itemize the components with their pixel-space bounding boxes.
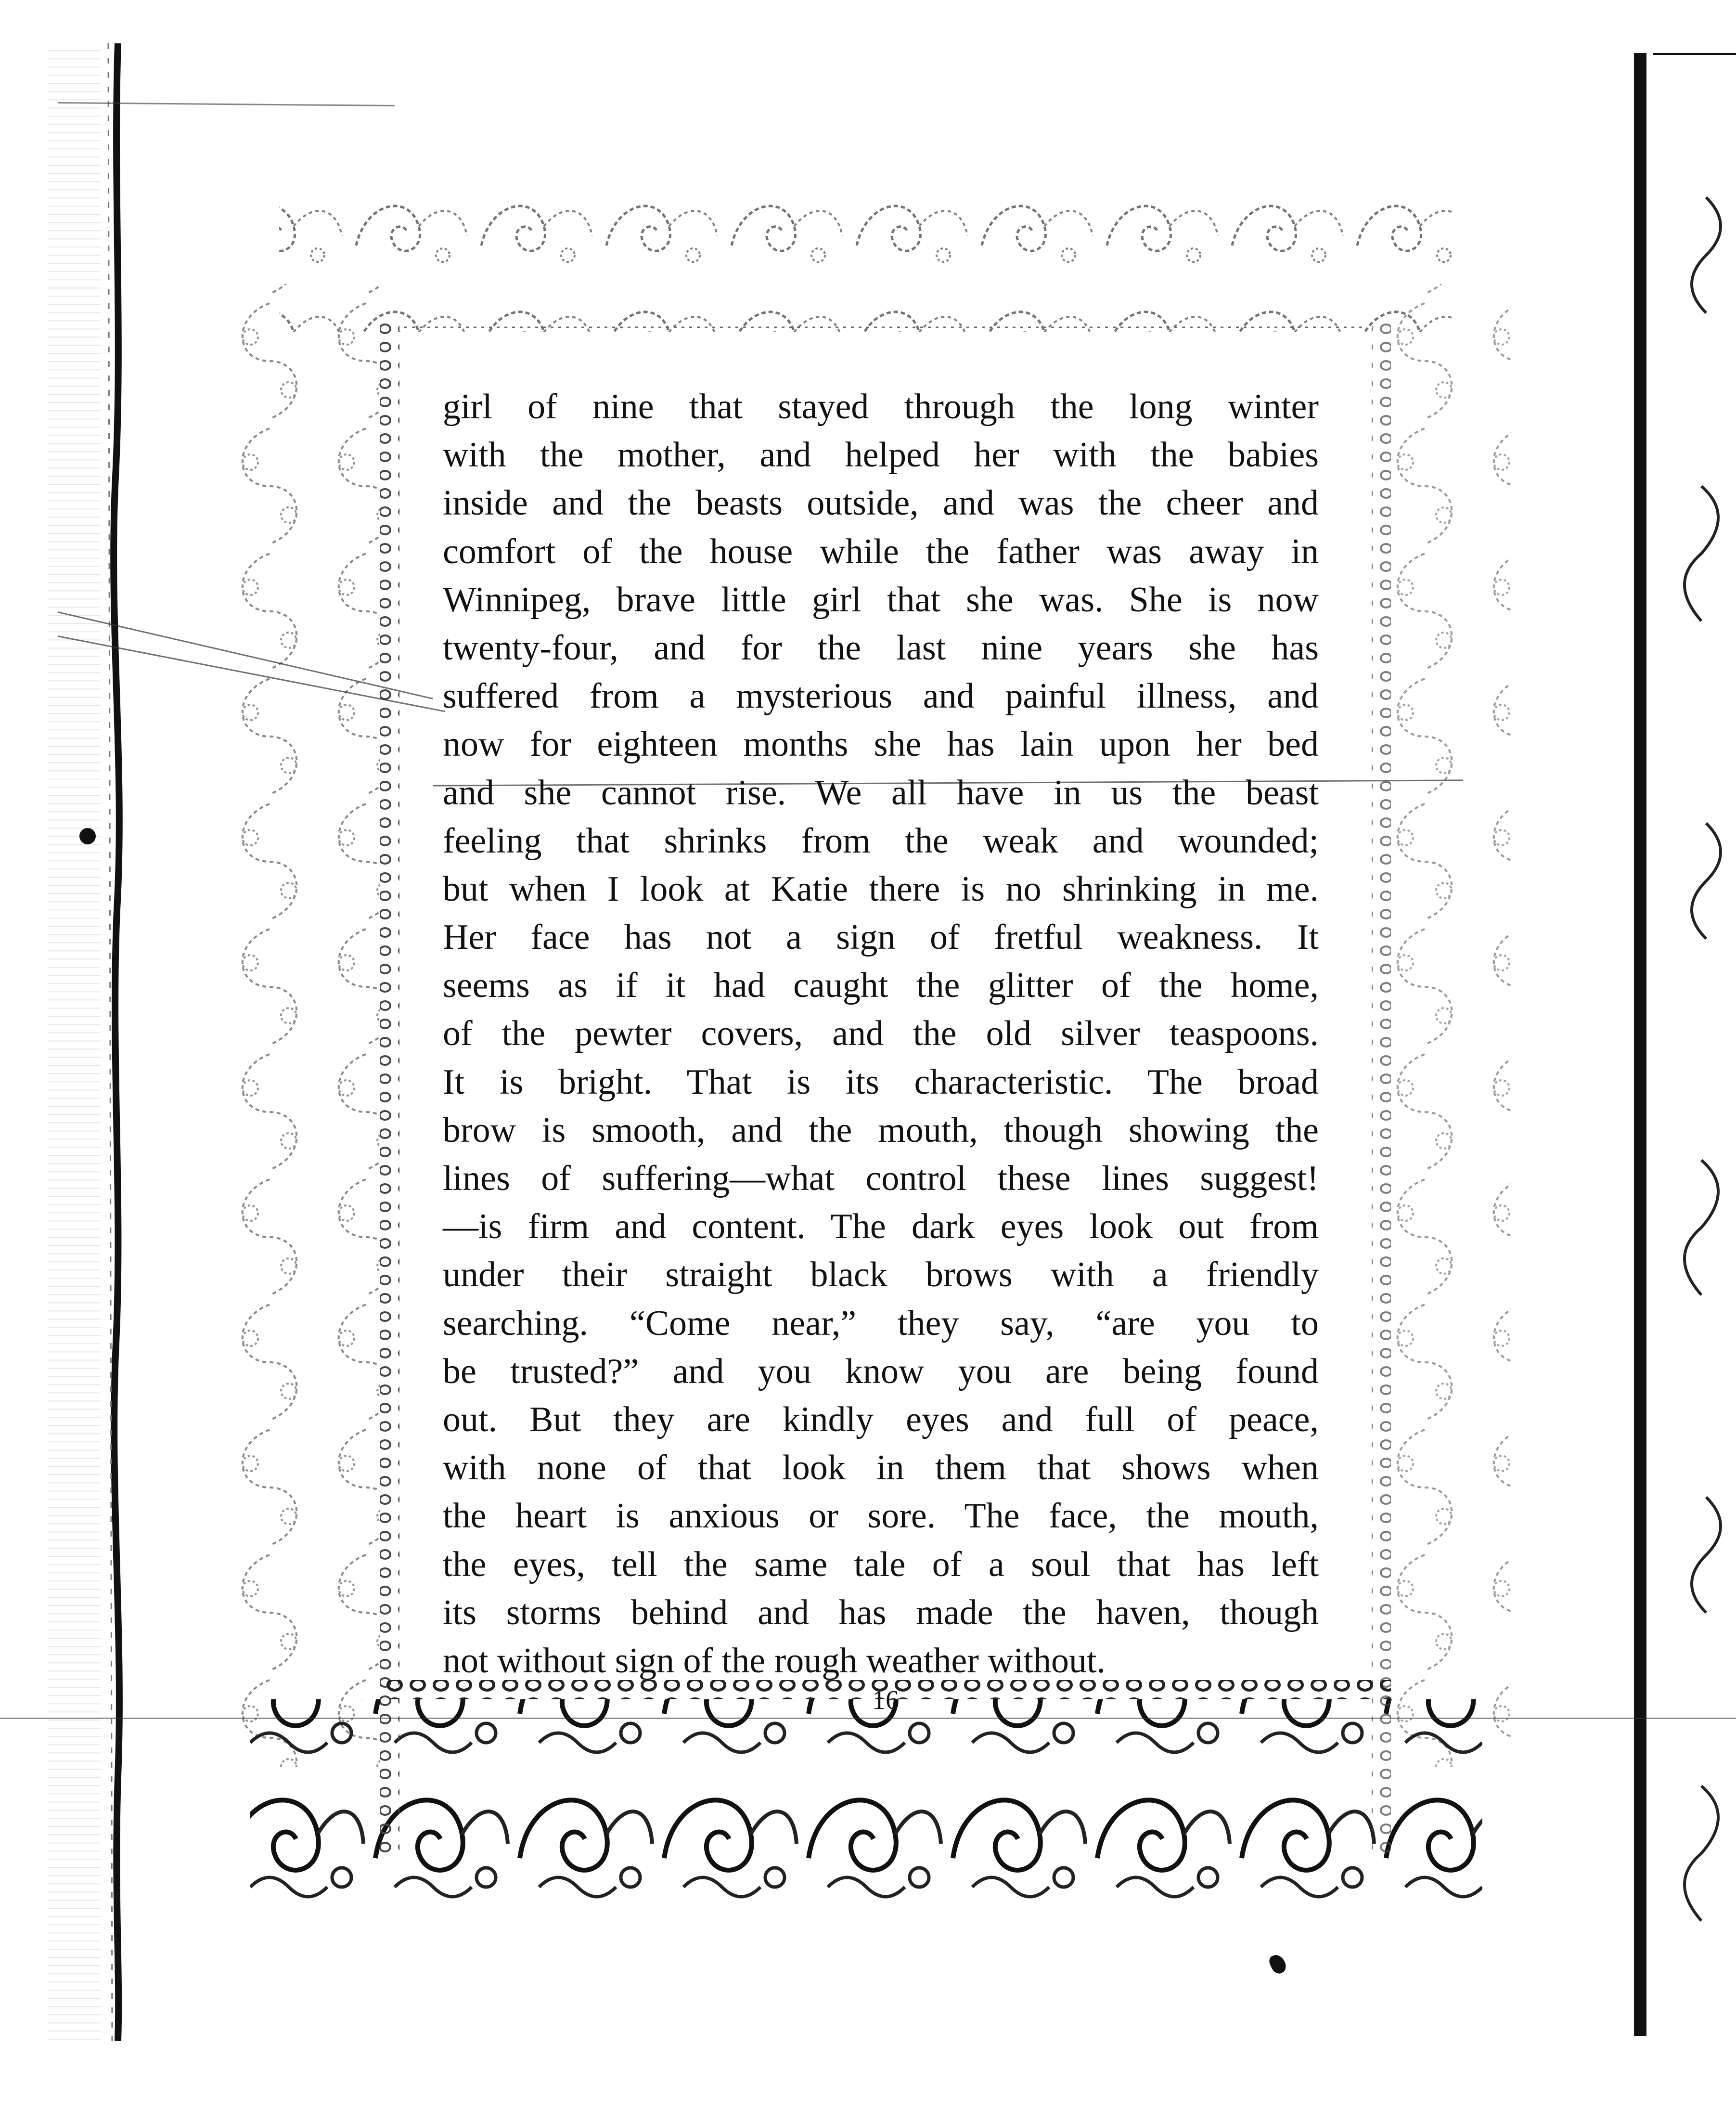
text-line: girl of nine that stayed through the long winter <box>443 387 1319 427</box>
ink-mark-icon <box>79 828 96 844</box>
text-line: suffered from a mysterious and painful illness, and <box>443 676 1319 716</box>
text-line: inside and the beasts outside, and was the cheer and <box>443 483 1319 523</box>
text-line: with none of that look in them that shows when <box>443 1448 1319 1488</box>
text-line: brow is smooth, and the mouth, though showing the <box>443 1110 1319 1150</box>
text-line: twenty-four, and for the last nine years she has <box>443 628 1319 668</box>
text-line: be trusted?” and you know you are being found <box>443 1351 1319 1391</box>
text-line: of the pewter covers, and the old silver teaspoons. <box>443 1014 1319 1054</box>
adjacent-page-edge-icon <box>1634 53 1736 2036</box>
text-line: comfort of the house while the father was away in <box>443 531 1319 571</box>
text-line: the heart is anxious or sore. The face, the mouth, <box>443 1496 1319 1536</box>
text-line: Winnipeg, brave little girl that she was. She is now <box>443 580 1319 620</box>
text-line: feeling that shrinks from the weak and wounded; <box>443 821 1319 861</box>
text-line: searching. “Come near,” they say, “are you to <box>443 1303 1319 1343</box>
scan-line <box>0 1718 1736 1719</box>
text-line: —is firm and content. The dark eyes look out from <box>443 1207 1319 1247</box>
body-text <box>443 383 1319 1685</box>
text-line: seems as if it had caught the glitter of the home, <box>443 966 1319 1006</box>
ink-mark-icon <box>1267 1953 1288 1976</box>
text-line: but when I look at Katie there is no shrinking in me. <box>443 869 1319 909</box>
text-line: under their straight black brows with a friendly <box>443 1255 1319 1295</box>
text-line: now for eighteen months she has lain upon her bed <box>443 724 1319 764</box>
text-line: It is bright. That is its characteristic. The broad <box>443 1062 1319 1102</box>
page-number: 16 <box>872 1685 899 1715</box>
text-line: Her face has not a sign of fretful weakness. It <box>443 918 1319 957</box>
text-line: its storms behind and has made the haven, though <box>443 1592 1319 1632</box>
binding-edge-icon <box>103 43 132 2041</box>
text-line: the eyes, tell the same tale of a soul that has left <box>443 1544 1319 1584</box>
text-line: with the mother, and helped her with the babies <box>443 435 1319 475</box>
scan-noise-left <box>48 43 101 2041</box>
text-line: not without sign of the rough weather without. <box>443 1641 1106 1681</box>
text-line: and she cannot rise. We all have in us the beast <box>443 773 1319 813</box>
text-line: lines of suffering—what control these lines suggest! <box>443 1159 1319 1198</box>
text-line: out. But they are kindly eyes and full of peace, <box>443 1399 1319 1439</box>
